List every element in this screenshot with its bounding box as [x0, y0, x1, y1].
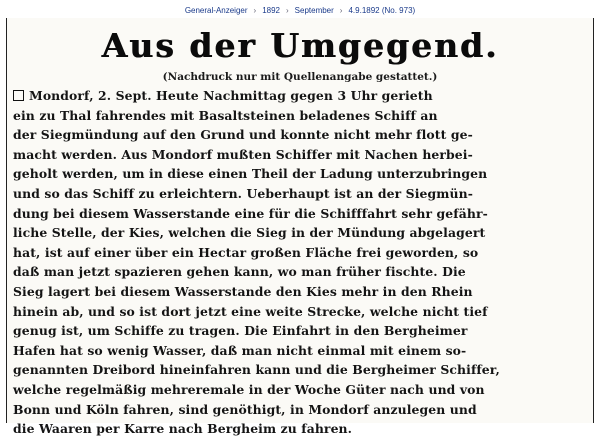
article-line: dung bei diesem Wasserstande eine für die Schifffahrt sehr gefähr-	[13, 205, 488, 221]
article-line: Hafen hat so wenig Wasser, daß man nicht einmal mit einem so-	[13, 342, 467, 358]
article-line: genug ist, um Schiffe zu tragen. Die Einfahrt in den Bergheimer	[13, 323, 468, 339]
breadcrumb-link-month[interactable]: September	[294, 5, 334, 15]
article-line: daß man jetzt spazieren gehen kann, wo man früher fischte. Die	[13, 264, 466, 280]
article-line: und so das Schiff zu erleichtern. Ueberhaupt ist an der Siegmün-	[13, 185, 473, 201]
article-line: der Siegmündung auf den Grund und konnte nicht mehr flott ge-	[13, 127, 473, 143]
article-headline: Aus der Umgegend.	[101, 26, 499, 65]
article-line: welche regelmäßig mehreremale in der Woche Güter nach und von	[13, 381, 485, 397]
square-bullet-icon	[13, 90, 24, 101]
article-line: ein zu Thal fahrendes mit Basaltsteinen beladenes Schiff an	[13, 107, 438, 123]
breadcrumb	[0, 0, 600, 20]
article-line: genannten Dreibord hineinfahren kann und die Bergheimer Schiffer,	[13, 362, 500, 378]
breadcrumb-link-newspaper[interactable]: General-Anzeiger	[184, 5, 248, 15]
article-line: Bonn und Köln fahren, sind genöthigt, in Mondorf anzulegen und	[13, 401, 477, 417]
article-line: hat, ist auf einer über ein Hectar großen Fläche frei geworden, so	[13, 244, 479, 260]
breadcrumb-link-issue[interactable]: 4.9.1892 (No. 973)	[348, 5, 416, 15]
article-line: geholt werden, um in diese einen Theil der Ladung unterzubringen	[13, 166, 488, 182]
reprint-note: (Nachdruck nur mit Quellenangabe gestattet.)	[162, 71, 438, 83]
article-line: liche Stelle, der Kies, welchen die Sieg in der Mündung abgelagert	[13, 225, 486, 241]
article-line: macht werden. Aus Mondorf mußten Schiffer mit Nachen herbei-	[13, 146, 473, 162]
article-line	[13, 86, 587, 106]
breadcrumb-separator-icon: ›	[253, 5, 257, 15]
article-line: Sieg lagert bei diesem Wasserstande den Kies mehr in den Rhein	[13, 283, 473, 299]
newspaper-clipping	[6, 18, 594, 437]
article-body	[7, 86, 593, 439]
article-line: die Waaren per Karre nach Bergheim zu fahren.	[13, 421, 353, 437]
breadcrumb-separator-icon: ›	[285, 5, 289, 15]
breadcrumb-link-year[interactable]: 1892	[262, 5, 280, 15]
article-line-text: Mondorf, 2. Sept. Heute Nachmittag gegen 3 Uhr gerieth	[29, 88, 433, 103]
breadcrumb-separator-icon: ›	[339, 5, 343, 15]
article-line: hinein ab, und so ist dort jetzt eine weite Strecke, welche nicht tief	[13, 303, 488, 319]
